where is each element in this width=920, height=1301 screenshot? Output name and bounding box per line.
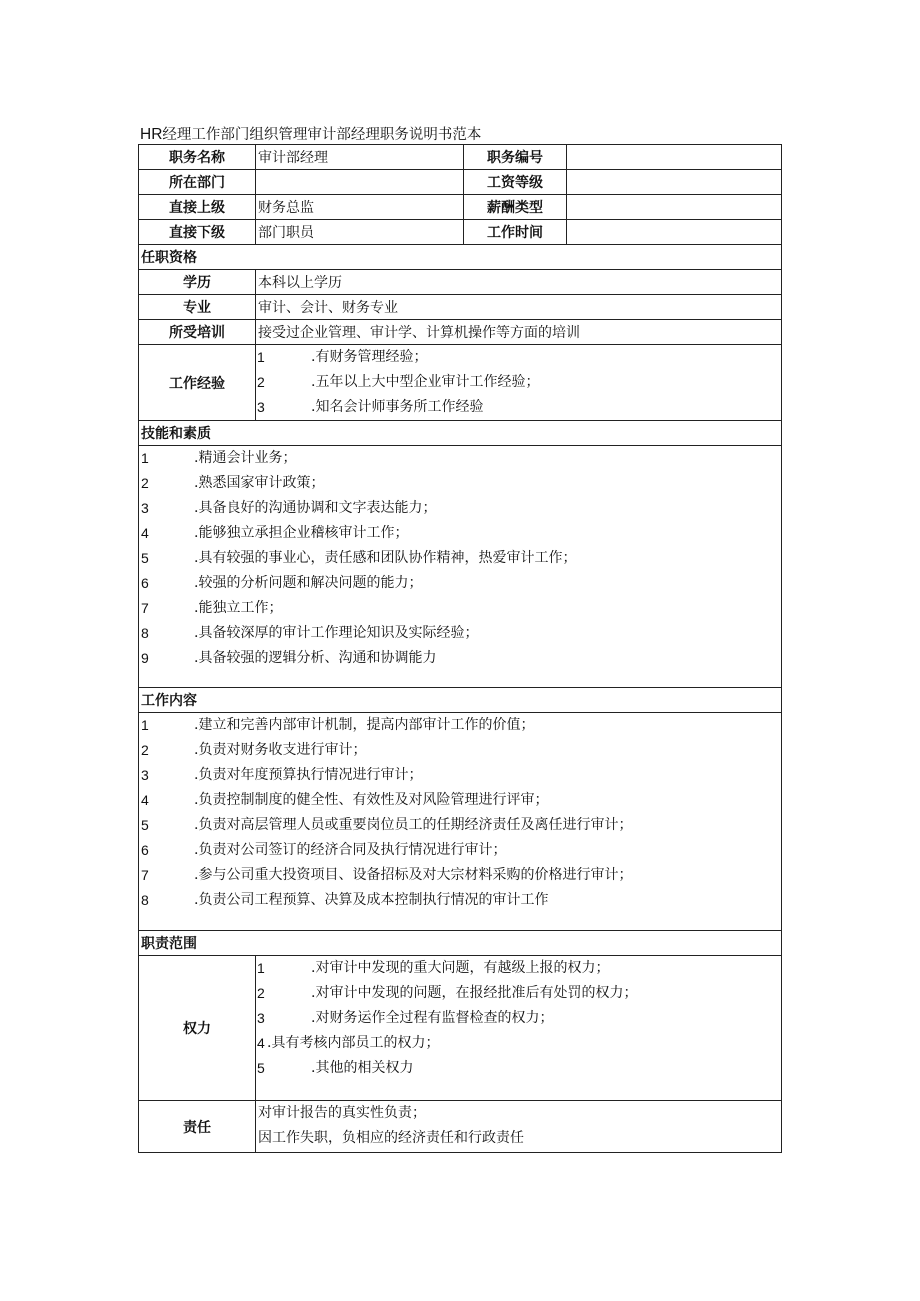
work-time-value: [567, 220, 782, 245]
list-item: 4 .具有考核内部员工的权力；: [257, 1035, 440, 1051]
department-label: 所在部门: [139, 170, 256, 195]
document-title: [140, 126, 481, 144]
list-item: 2 .熟悉国家审计政策；: [141, 475, 325, 491]
list-item: 8 .负责公司工程预算、决算及成本控制执行情况的审计工作: [141, 892, 549, 908]
major-label: 专业: [139, 295, 256, 320]
row-skills: [139, 446, 782, 688]
position-name-value: 审计部经理: [256, 145, 464, 170]
job-description-table: [138, 144, 782, 1153]
list-item: 1 .有财务管理经验；: [257, 349, 428, 365]
pay-type-value: [567, 195, 782, 220]
row-scope-heading: [139, 931, 782, 956]
education-label: 学历: [139, 270, 256, 295]
row-major: [139, 295, 782, 320]
row-training: [139, 320, 782, 345]
row-work: [139, 713, 782, 931]
subordinate-label: 直接下级: [139, 220, 256, 245]
salary-grade-label: 工资等级: [464, 170, 567, 195]
list-item: 3 .负责对年度预算执行情况进行审计；: [141, 767, 423, 783]
scope-heading: 职责范围: [139, 931, 782, 956]
title-text: 经理工作部门组织管理审计部经理职务说明书范本: [162, 127, 482, 143]
list-item: 1 .建立和完善内部审计机制，提高内部审计工作的价值；: [141, 717, 535, 733]
experience-label: 工作经验: [139, 345, 256, 421]
list-item: 6 .较强的分析问题和解决问题的能力；: [141, 575, 423, 591]
list-item: 1 .对审计中发现的重大问题，有越级上报的权力；: [257, 960, 610, 976]
superior-label: 直接上级: [139, 195, 256, 220]
list-item: 3 .具备良好的沟通协调和文字表达能力；: [141, 500, 437, 516]
training-value: 接受过企业管理、审计学、计算机操作等方面的培训: [256, 320, 782, 345]
experience-list: [256, 345, 782, 421]
work-time-label: 工作时间: [464, 220, 567, 245]
authority-label: 权力: [139, 956, 256, 1101]
training-label: 所受培训: [139, 320, 256, 345]
list-item: 8 .具备较深厚的审计工作理论知识及实际经验；: [141, 625, 479, 641]
list-item: 5 .负责对高层管理人员或重要岗位员工的任期经济责任及离任进行审计；: [141, 817, 633, 833]
skills-heading: 技能和素质: [139, 421, 782, 446]
responsibility-list: [256, 1101, 782, 1153]
list-item: 1 .精通会计业务；: [141, 450, 297, 466]
work-heading: 工作内容: [139, 688, 782, 713]
list-item: 3 .知名会计师事务所工作经验: [257, 399, 484, 415]
position-code-label: 职务编号: [464, 145, 567, 170]
list-item: 3 .对财务运作全过程有监督检查的权力；: [257, 1010, 554, 1026]
education-value: 本科以上学历: [256, 270, 782, 295]
list-item: 4 .能够独立承担企业稽核审计工作；: [141, 525, 409, 541]
qualifications-heading: 任职资格: [139, 245, 782, 270]
work-list: [139, 713, 782, 931]
list-item: 7 .参与公司重大投资项目、设备招标及对大宗材料采购的价格进行审计；: [141, 867, 633, 883]
list-item: 2 .对审计中发现的问题，在报经批准后有处罚的权力；: [257, 985, 638, 1001]
row-qualifications-heading: [139, 245, 782, 270]
title-prefix: HR: [140, 126, 163, 143]
major-value: 审计、会计、财务专业: [256, 295, 782, 320]
position-name-label: 职务名称: [139, 145, 256, 170]
responsibility-label: 责任: [139, 1101, 256, 1153]
skills-list: [139, 446, 782, 688]
position-code-value: [567, 145, 782, 170]
list-item: 4 .负责控制制度的健全性、有效性及对风险管理进行评审；: [141, 792, 549, 808]
authority-list: [256, 956, 782, 1101]
subordinate-value: 部门职员: [256, 220, 464, 245]
row-responsibility: [139, 1101, 782, 1153]
responsibility-line: 对审计报告的真实性负责；: [258, 1105, 426, 1121]
row-authority: [139, 956, 782, 1101]
list-item: 6 .负责对公司签订的经济合同及执行情况进行审计；: [141, 842, 507, 858]
list-item: 7 .能独立工作；: [141, 600, 283, 616]
row-education: [139, 270, 782, 295]
row-superior: [139, 195, 782, 220]
pay-type-label: 薪酬类型: [464, 195, 567, 220]
row-department: [139, 170, 782, 195]
department-value: [256, 170, 464, 195]
list-item: 2 .五年以上大中型企业审计工作经验；: [257, 374, 540, 390]
list-item: 2 .负责对财务收支进行审计；: [141, 742, 367, 758]
list-item: 5 .具有较强的事业心，责任感和团队协作精神，热爱审计工作；: [141, 550, 577, 566]
row-skills-heading: [139, 421, 782, 446]
row-work-heading: [139, 688, 782, 713]
list-item: 9 .具备较强的逻辑分析、沟通和协调能力: [141, 650, 437, 666]
salary-grade-value: [567, 170, 782, 195]
row-experience: [139, 345, 782, 421]
row-position: [139, 145, 782, 170]
row-subordinate: [139, 220, 782, 245]
responsibility-line: 因工作失职，负相应的经济责任和行政责任: [258, 1130, 524, 1146]
list-item: 5 .其他的相关权力: [257, 1060, 414, 1076]
superior-value: 财务总监: [256, 195, 464, 220]
